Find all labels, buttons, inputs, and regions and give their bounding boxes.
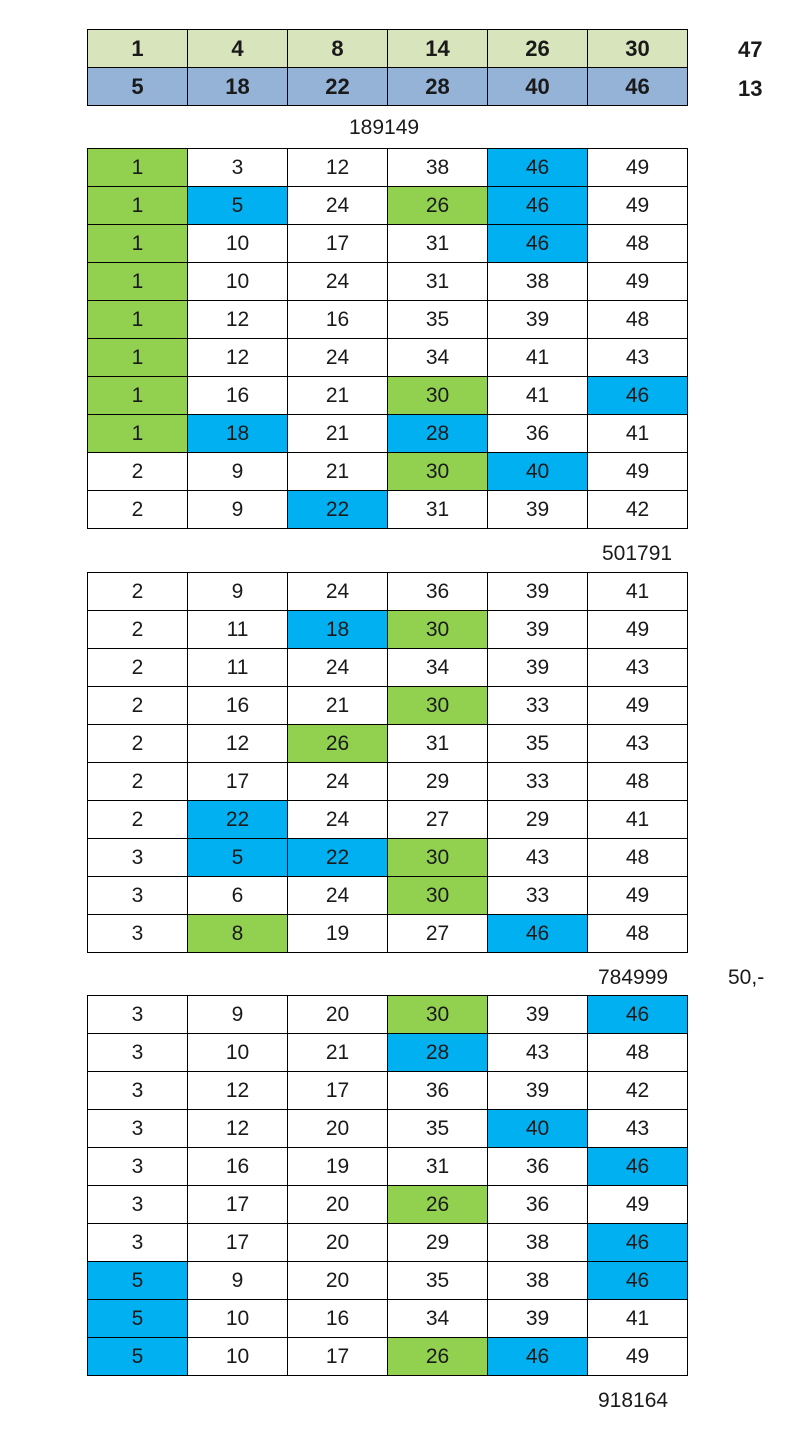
number-cell: 2: [88, 573, 188, 611]
number-cell: 43: [588, 725, 688, 763]
number-cell: 42: [588, 491, 688, 529]
number-cell: 22: [288, 491, 388, 529]
number-cell: 38: [488, 263, 588, 301]
number-cell: 5: [88, 1338, 188, 1376]
table-row: [88, 1148, 688, 1186]
number-cell: 24: [288, 263, 388, 301]
number-cell: 22: [288, 839, 388, 877]
number-cell: 10: [188, 263, 288, 301]
number-cell: 19: [288, 1148, 388, 1186]
winning-cell: 40: [488, 68, 588, 106]
winning-row-1: [88, 30, 688, 68]
winning-cell: 28: [388, 68, 488, 106]
number-cell: 3: [88, 915, 188, 953]
number-cell: 43: [488, 1034, 588, 1072]
table-row: [88, 1072, 688, 1110]
table-row: [88, 611, 688, 649]
number-cell: 27: [388, 801, 488, 839]
table-row: [88, 187, 688, 225]
winning-cell: 14: [388, 30, 488, 68]
block2-label: 501791: [602, 542, 673, 565]
number-cell: 36: [388, 1072, 488, 1110]
number-cell: 24: [288, 573, 388, 611]
winning-cell: 5: [88, 68, 188, 106]
number-cell: 43: [588, 339, 688, 377]
table-row: [88, 1300, 688, 1338]
number-cell: 26: [388, 1338, 488, 1376]
number-cell: 34: [388, 339, 488, 377]
winning-cell: 4: [188, 30, 288, 68]
number-cell: 2: [88, 453, 188, 491]
table-row: [88, 1186, 688, 1224]
number-cell: 28: [388, 1034, 488, 1072]
number-cell: 33: [488, 877, 588, 915]
number-cell: 24: [288, 877, 388, 915]
number-cell: 36: [488, 1148, 588, 1186]
table-row: [88, 801, 688, 839]
number-cell: 6: [188, 877, 288, 915]
row1-side-number: 47: [738, 37, 763, 62]
number-cell: 30: [388, 996, 488, 1034]
number-cell: 28: [388, 415, 488, 453]
number-cell: 8: [188, 915, 288, 953]
number-cell: 21: [288, 415, 388, 453]
number-cell: 24: [288, 187, 388, 225]
number-cell: 1: [88, 301, 188, 339]
number-cell: 10: [188, 1338, 288, 1376]
number-cell: 9: [188, 573, 288, 611]
table-row: [88, 763, 688, 801]
number-cell: 31: [388, 725, 488, 763]
number-cell: 43: [588, 649, 688, 687]
number-cell: 35: [388, 1262, 488, 1300]
number-cell: 39: [488, 1072, 588, 1110]
number-cell: 1: [88, 377, 188, 415]
winning-row-2: [88, 68, 688, 106]
number-cell: 31: [388, 263, 488, 301]
number-cell: 20: [288, 1110, 388, 1148]
number-cell: 9: [188, 1262, 288, 1300]
number-cell: 26: [388, 1186, 488, 1224]
winning-cell: 30: [588, 30, 688, 68]
number-cell: 3: [88, 996, 188, 1034]
table-row: [88, 491, 688, 529]
number-cell: 2: [88, 763, 188, 801]
number-cell: 34: [388, 649, 488, 687]
winning-cell: 26: [488, 30, 588, 68]
table-row: [88, 301, 688, 339]
number-cell: 46: [488, 187, 588, 225]
block1-label: 189149: [349, 116, 420, 139]
number-cell: 17: [288, 1072, 388, 1110]
number-cell: 46: [588, 377, 688, 415]
number-cell: 49: [588, 611, 688, 649]
number-cell: 17: [288, 1338, 388, 1376]
number-cell: 39: [488, 996, 588, 1034]
number-cell: 35: [488, 725, 588, 763]
table-row: [88, 1034, 688, 1072]
number-cell: 36: [388, 573, 488, 611]
number-cell: 9: [188, 491, 288, 529]
number-cell: 3: [88, 1224, 188, 1262]
number-cell: 41: [588, 573, 688, 611]
number-cell: 24: [288, 801, 388, 839]
table-row: [88, 1338, 688, 1376]
block4-label: 918164: [598, 1389, 669, 1412]
table-row: [88, 725, 688, 763]
number-cell: 39: [488, 491, 588, 529]
number-cell: 5: [88, 1262, 188, 1300]
winning-cell: 18: [188, 68, 288, 106]
number-cell: 1: [88, 263, 188, 301]
number-cell: 3: [88, 839, 188, 877]
table-row: [88, 377, 688, 415]
table-row: [88, 996, 688, 1034]
number-cell: 39: [488, 301, 588, 339]
number-cell: 17: [188, 1186, 288, 1224]
number-cell: 12: [288, 149, 388, 187]
number-cell: 46: [588, 1262, 688, 1300]
number-cell: 20: [288, 1224, 388, 1262]
table-row: [88, 1224, 688, 1262]
winning-cell: 22: [288, 68, 388, 106]
table-row: [88, 225, 688, 263]
winning-cell: 46: [588, 68, 688, 106]
table-row: [88, 149, 688, 187]
number-cell: 24: [288, 763, 388, 801]
number-cell: 41: [488, 377, 588, 415]
number-cell: 9: [188, 453, 288, 491]
table-row: [88, 453, 688, 491]
number-cell: 1: [88, 415, 188, 453]
number-cell: 21: [288, 687, 388, 725]
number-cell: 49: [588, 687, 688, 725]
number-cell: 35: [388, 301, 488, 339]
number-cell: 39: [488, 1300, 588, 1338]
number-cell: 30: [388, 687, 488, 725]
number-cell: 46: [488, 915, 588, 953]
number-cell: 9: [188, 996, 288, 1034]
number-cell: 29: [488, 801, 588, 839]
number-cell: 20: [288, 1262, 388, 1300]
number-cell: 49: [588, 149, 688, 187]
number-cell: 36: [488, 1186, 588, 1224]
block3-label: 784999: [598, 966, 669, 989]
number-cell: 30: [388, 611, 488, 649]
number-cell: 12: [188, 725, 288, 763]
number-cell: 38: [388, 149, 488, 187]
number-cell: 42: [588, 1072, 688, 1110]
number-cell: 40: [488, 1110, 588, 1148]
winning-cell: 1: [88, 30, 188, 68]
number-cell: 18: [288, 611, 388, 649]
table-row: [88, 1262, 688, 1300]
number-cell: 24: [288, 649, 388, 687]
number-cell: 49: [588, 1186, 688, 1224]
number-cell: 30: [388, 877, 488, 915]
number-cell: 46: [488, 225, 588, 263]
number-cell: 18: [188, 415, 288, 453]
number-cell: 48: [588, 225, 688, 263]
winning-numbers-table: [87, 29, 688, 106]
number-cell: 16: [188, 1148, 288, 1186]
number-cell: 46: [588, 996, 688, 1034]
number-cell: 21: [288, 1034, 388, 1072]
number-cell: 3: [88, 1034, 188, 1072]
number-cell: 48: [588, 301, 688, 339]
number-cell: 29: [388, 763, 488, 801]
number-cell: 38: [488, 1262, 588, 1300]
number-cell: 39: [488, 573, 588, 611]
number-cell: 1: [88, 225, 188, 263]
number-cell: 49: [588, 187, 688, 225]
number-cell: 30: [388, 377, 488, 415]
number-cell: 34: [388, 1300, 488, 1338]
number-cell: 39: [488, 611, 588, 649]
number-cell: 3: [88, 1186, 188, 1224]
number-cell: 33: [488, 687, 588, 725]
table-row: [88, 415, 688, 453]
number-cell: 10: [188, 225, 288, 263]
table-row: [88, 1110, 688, 1148]
number-cell: 5: [188, 839, 288, 877]
number-cell: 17: [188, 1224, 288, 1262]
table-row: [88, 839, 688, 877]
number-cell: 10: [188, 1300, 288, 1338]
number-cell: 21: [288, 377, 388, 415]
number-cell: 2: [88, 611, 188, 649]
number-cell: 1: [88, 149, 188, 187]
number-cell: 12: [188, 339, 288, 377]
number-cell: 17: [288, 225, 388, 263]
number-cell: 35: [388, 1110, 488, 1148]
number-cell: 30: [388, 453, 488, 491]
number-cell: 31: [388, 225, 488, 263]
number-cell: 20: [288, 1186, 388, 1224]
number-cell: 24: [288, 339, 388, 377]
block3-side-label: 50,-: [728, 966, 765, 989]
ticket-block-3: [87, 995, 688, 1376]
number-cell: 49: [588, 263, 688, 301]
number-cell: 41: [588, 801, 688, 839]
number-cell: 33: [488, 763, 588, 801]
number-cell: 48: [588, 839, 688, 877]
number-cell: 40: [488, 453, 588, 491]
number-cell: 49: [588, 877, 688, 915]
number-cell: 2: [88, 491, 188, 529]
number-cell: 49: [588, 453, 688, 491]
winning-cell: 8: [288, 30, 388, 68]
number-cell: 46: [588, 1148, 688, 1186]
number-cell: 41: [588, 415, 688, 453]
number-cell: 21: [288, 453, 388, 491]
number-cell: 49: [588, 1338, 688, 1376]
number-cell: 46: [488, 149, 588, 187]
number-cell: 12: [188, 301, 288, 339]
number-cell: 30: [388, 839, 488, 877]
number-cell: 12: [188, 1110, 288, 1148]
number-cell: 2: [88, 801, 188, 839]
number-cell: 11: [188, 611, 288, 649]
number-cell: 43: [488, 839, 588, 877]
number-cell: 31: [388, 491, 488, 529]
table-row: [88, 877, 688, 915]
number-cell: 27: [388, 915, 488, 953]
ticket-block-1: [87, 148, 688, 529]
number-cell: 3: [88, 877, 188, 915]
number-cell: 5: [88, 1300, 188, 1338]
number-cell: 26: [388, 187, 488, 225]
number-cell: 10: [188, 1034, 288, 1072]
number-cell: 1: [88, 187, 188, 225]
number-cell: 3: [188, 149, 288, 187]
number-cell: 2: [88, 687, 188, 725]
number-cell: 22: [188, 801, 288, 839]
number-cell: 19: [288, 915, 388, 953]
number-cell: 39: [488, 649, 588, 687]
table-row: [88, 339, 688, 377]
table-row: [88, 649, 688, 687]
table-row: [88, 915, 688, 953]
number-cell: 48: [588, 915, 688, 953]
number-cell: 1: [88, 339, 188, 377]
number-cell: 12: [188, 1072, 288, 1110]
number-cell: 46: [488, 1338, 588, 1376]
number-cell: 41: [488, 339, 588, 377]
number-cell: 5: [188, 187, 288, 225]
number-cell: 17: [188, 763, 288, 801]
table-row: [88, 263, 688, 301]
number-cell: 41: [588, 1300, 688, 1338]
number-cell: 16: [288, 301, 388, 339]
number-cell: 16: [288, 1300, 388, 1338]
number-cell: 43: [588, 1110, 688, 1148]
number-cell: 31: [388, 1148, 488, 1186]
number-cell: 20: [288, 996, 388, 1034]
table-row: [88, 687, 688, 725]
number-cell: 16: [188, 377, 288, 415]
number-cell: 3: [88, 1072, 188, 1110]
number-cell: 3: [88, 1110, 188, 1148]
number-cell: 2: [88, 725, 188, 763]
number-cell: 36: [488, 415, 588, 453]
row2-side-number: 13: [738, 76, 763, 101]
number-cell: 26: [288, 725, 388, 763]
table-row: [88, 573, 688, 611]
number-cell: 46: [588, 1224, 688, 1262]
number-cell: 11: [188, 649, 288, 687]
number-cell: 48: [588, 1034, 688, 1072]
number-cell: 16: [188, 687, 288, 725]
ticket-block-2: [87, 572, 688, 953]
number-cell: 2: [88, 649, 188, 687]
number-cell: 29: [388, 1224, 488, 1262]
number-cell: 3: [88, 1148, 188, 1186]
number-cell: 38: [488, 1224, 588, 1262]
number-cell: 48: [588, 763, 688, 801]
